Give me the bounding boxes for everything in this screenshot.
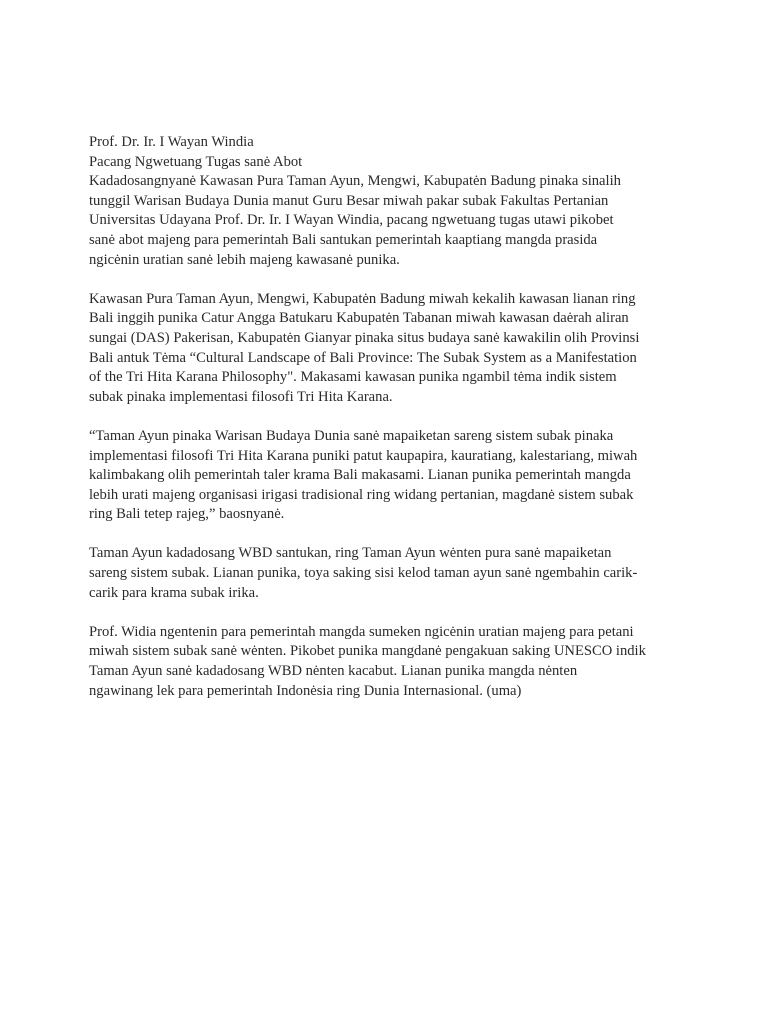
paragraph-line: sanė abot majeng para pemerintah Bali santukan pemerintah kaaptiang mangda prasida xyxy=(89,231,598,248)
article-body xyxy=(89,133,689,701)
paragraph-line: Taman Ayun kadadosang WBD santukan, ring Taman Ayun wėnten pura sanė mapaiketan xyxy=(89,545,612,562)
paragraph-line: Prof. Widia ngentenin para pemerintah mangda sumeken ngicėnin uratian majeng para petani xyxy=(89,623,634,640)
paragraph-line: of the Tri Hita Karana Philosophy". Makasami kawasan punika ngambil tėma indik sistem xyxy=(89,369,617,386)
paragraph-line: Taman Ayun sanė kadadosang WBD nėnten kacabut. Lianan punika mangda nėnten xyxy=(89,663,578,680)
paragraph-gap xyxy=(89,603,689,623)
paragraph-line: Universitas Udayana Prof. Dr. Ir. I Wayan Windia, pacang ngwetuang tugas utawi pikobet xyxy=(89,212,614,229)
paragraph-line: kalimbakang olih pemerintah taler krama Bali makasami. Lianan punika pemerintah mangda xyxy=(89,467,631,484)
paragraph-line: Kawasan Pura Taman Ayun, Mengwi, Kabupatėn Badung miwah kekalih kawasan lianan ring xyxy=(89,290,636,307)
paragraph-gap xyxy=(89,407,689,427)
paragraph-line: carik para krama subak irika. xyxy=(89,584,259,601)
paragraph-line: sungai (DAS) Pakerisan, Kabupatėn Gianyar pinaka situs budaya sanė kawakilin olih Provinsi xyxy=(89,329,640,346)
paragraph-line: subak pinaka implementasi filosofi Tri Hita Karana. xyxy=(89,388,393,405)
paragraph-line: Kadadosangnyanė Kawasan Pura Taman Ayun, Mengwi, Kabupatėn Badung pinaka sinalih xyxy=(89,173,621,190)
paragraph-line: ngawinang lek para pemerintah Indonėsia ring Dunia Internasional. (uma) xyxy=(89,682,522,699)
paragraph-line: lebih urati majeng organisasi irigasi tradisional ring widang pertanian, magdanė sistem subak xyxy=(89,486,634,503)
paragraph-line: “Taman Ayun pinaka Warisan Budaya Dunia sanė mapaiketan sareng sistem subak pinaka xyxy=(89,427,614,444)
paragraph-line: implementasi filosofi Tri Hita Karana puniki patut kaupapira, kauratiang, kalestariang, miwah xyxy=(89,447,638,464)
paragraph-gap xyxy=(89,270,689,290)
paragraph xyxy=(89,290,689,408)
paragraph xyxy=(89,544,689,603)
paragraph-line: ngicėnin uratian sanė lebih majeng kawasanė punika. xyxy=(89,251,400,268)
paragraph-line: Bali inggih punika Catur Angga Batukaru Kabupatėn Tabanan miwah kawasan daėrah aliran xyxy=(89,310,629,327)
paragraph-line: miwah sistem subak sanė wėnten. Pikobet punika mangdanė pengakuan saking UNESCO indik xyxy=(89,643,646,660)
author-line: Prof. Dr. Ir. I Wayan Windia xyxy=(89,134,254,150)
paragraph-line: tunggil Warisan Budaya Dunia manut Guru Besar miwah pakar subak Fakultas Pertanian xyxy=(89,192,609,209)
paragraph xyxy=(89,172,689,270)
paragraph-gap xyxy=(89,525,689,545)
paragraph-line: sareng sistem subak. Lianan punika, toya saking sisi kelod taman ayun sanė ngembahin carik- xyxy=(89,565,638,582)
paragraph-line: ring Bali tetep rajeg,” baosnyanė. xyxy=(89,506,285,523)
headline: Pacang Ngwetuang Tugas sanė Abot xyxy=(89,153,303,170)
paragraph-line: Bali antuk Tėma “Cultural Landscape of Bali Province: The Subak System as a Manifestation xyxy=(89,349,637,366)
paragraph xyxy=(89,623,689,701)
paragraphs-container xyxy=(89,172,689,701)
paragraph xyxy=(89,427,689,525)
